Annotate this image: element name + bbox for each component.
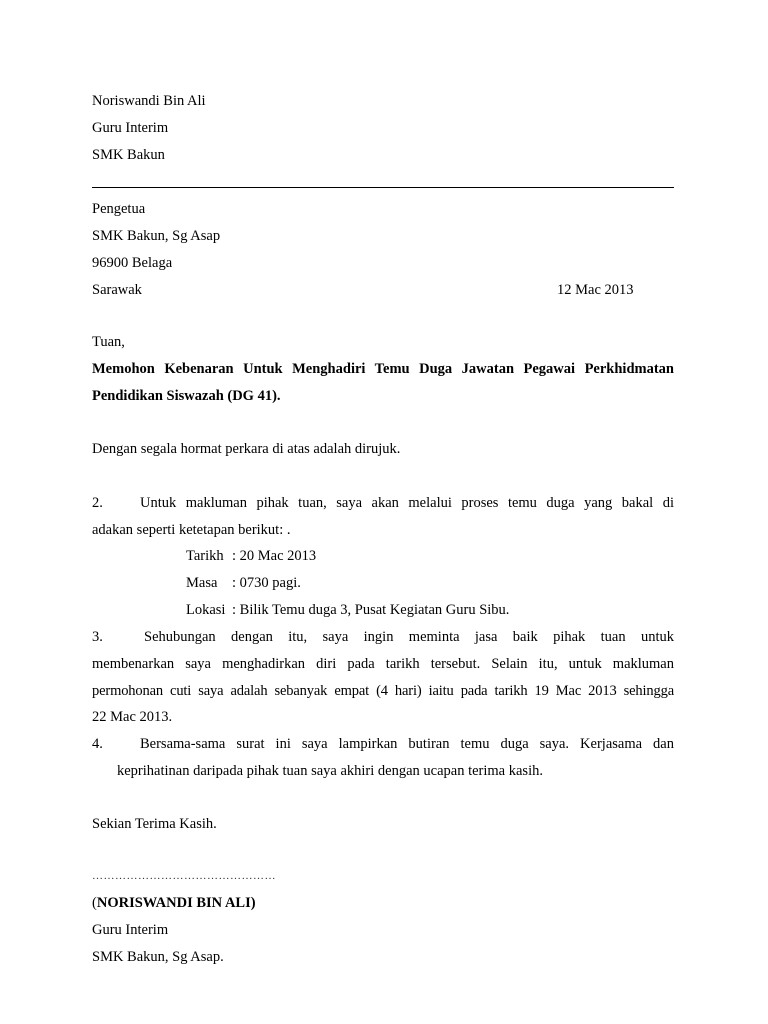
para3-line3: permohonan cuti saya adalah sebanyak empat (4 hari) iaitu pada tarikh 19 Mac 2013 sehingga — [92, 683, 674, 699]
signature-paren: ( — [92, 895, 97, 911]
letter-date: 12 Mac 2013 — [557, 282, 634, 298]
signature-name — [92, 894, 256, 912]
para3-line2: membenarkan saya menghadirkan diri pada tarikh tersebut. Selain itu, untuk makluman — [92, 656, 674, 672]
para4-line1 — [92, 735, 674, 753]
signature-dotted-line: ………………………………………… — [92, 870, 276, 882]
salutation: Tuan, — [92, 334, 125, 350]
para2-text-1: Untuk makluman pihak tuan, saya akan melalui proses temu duga yang bakal di — [140, 495, 674, 511]
para4-line2: keprihatinan daripada pihak tuan saya akhiri dengan ucapan terima kasih. — [117, 763, 543, 779]
detail-label: Tarikh — [186, 548, 224, 564]
recipient-address-line2: 96900 Belaga — [92, 255, 173, 271]
sender-title: Guru Interim — [92, 120, 169, 136]
subject-line-2: Pendidikan Siswazah (DG 41). — [92, 388, 281, 404]
detail-value: : 20 Mac 2013 — [232, 548, 317, 564]
para3-text-1: Sehubungan dengan itu, saya ingin meminta jasa baik pihak tuan untuk — [144, 629, 674, 645]
para4-text-1: Bersama-sama surat ini saya lampirkan butiran temu duga saya. Kerjasama dan — [140, 736, 674, 752]
header-divider — [92, 187, 674, 188]
detail-row — [186, 601, 509, 619]
detail-row — [186, 574, 301, 592]
para3-line4: 22 Mac 2013. — [92, 709, 173, 725]
para3-line1 — [92, 628, 674, 646]
detail-value: : Bilik Temu duga 3, Pusat Kegiatan Guru Sibu. — [232, 602, 510, 618]
signature-title: Guru Interim — [92, 922, 169, 938]
para2-line1 — [92, 494, 674, 512]
subject-line-1: Memohon Kebenaran Untuk Menghadiri Temu Duga Jawatan Pegawai Perkhidmatan — [92, 361, 674, 377]
closing: Sekian Terima Kasih. — [92, 816, 217, 832]
para4-number: 4. — [92, 736, 103, 752]
para2-line2: adakan seperti ketetapan berikut: . — [92, 522, 291, 538]
signature-school: SMK Bakun, Sg Asap. — [92, 949, 224, 965]
sender-name: Noriswandi Bin Ali — [92, 93, 206, 109]
detail-label: Lokasi — [186, 602, 226, 618]
detail-label: Masa — [186, 575, 218, 591]
detail-value: : 0730 pagi. — [232, 575, 301, 591]
signature-name-text: NORISWANDI BIN ALI) — [96, 895, 256, 911]
opening-sentence: Dengan segala hormat perkara di atas adalah dirujuk. — [92, 441, 401, 457]
detail-row — [186, 547, 316, 565]
para3-number: 3. — [92, 629, 103, 645]
recipient-address-line3: Sarawak — [92, 282, 142, 298]
para2-number: 2. — [92, 495, 103, 511]
recipient-title: Pengetua — [92, 201, 146, 217]
sender-school: SMK Bakun — [92, 147, 165, 163]
recipient-address-line1: SMK Bakun, Sg Asap — [92, 228, 221, 244]
